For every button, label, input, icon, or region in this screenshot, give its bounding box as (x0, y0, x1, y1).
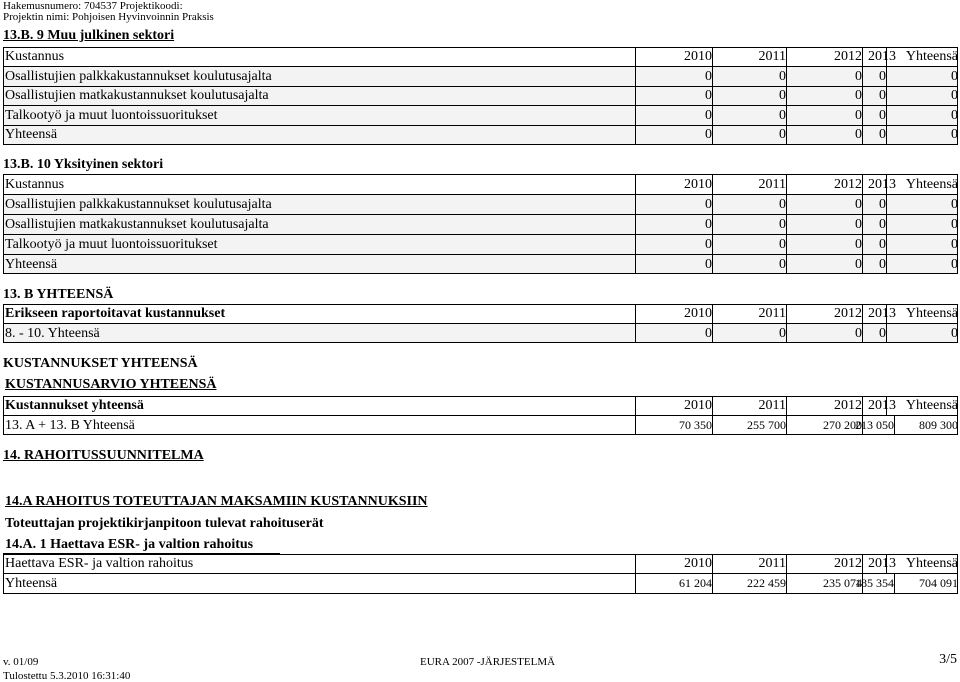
value-cell: 0 (779, 69, 786, 84)
value-cell: 0 (879, 88, 886, 103)
year-header: 2011 (758, 177, 786, 192)
total-header: Yhteensä (905, 49, 958, 64)
row-label: 8. - 10. Yhteensä (5, 326, 100, 341)
year-header: 2010 (684, 398, 712, 413)
column-label: Kustannukset yhteensä (5, 398, 144, 413)
total-header: Yhteensä (905, 398, 958, 413)
year-header: 2010 (684, 306, 712, 321)
year-header: 2013 (868, 177, 896, 192)
value-cell: 0 (779, 127, 786, 142)
row-label: Osallistujien matkakustannukset koulutusajalta (5, 88, 269, 103)
value-cell: 0 (779, 88, 786, 103)
section-title-esr-funding: 14.A. 1 Haettava ESR- ja valtion rahoitus (5, 537, 254, 552)
value-cell: 0 (779, 326, 786, 341)
value-cell: 70 350 (679, 418, 712, 432)
value-cell: 0 (855, 127, 862, 142)
header-application-number: Hakemusnumero: 704537 Projektikoodi: (3, 0, 183, 12)
year-header: 2011 (758, 556, 786, 571)
total-header: Yhteensä (905, 306, 958, 321)
value-cell: 0 (879, 197, 886, 212)
value-cell: 0 (705, 197, 712, 212)
year-header: 2013 (868, 49, 896, 64)
value-cell: 0 (705, 217, 712, 232)
year-header: 2013 (868, 556, 896, 571)
year-header: 2013 (868, 398, 896, 413)
year-header: 2012 (834, 398, 862, 413)
value-cell: 0 (705, 326, 712, 341)
value-cell: 0 (855, 237, 862, 252)
value-cell: 0 (879, 217, 886, 232)
value-cell: 0 (879, 326, 886, 341)
value-cell: 0 (705, 69, 712, 84)
value-cell: 0 (705, 127, 712, 142)
value-cell: 0 (951, 217, 958, 232)
value-cell: 222 459 (747, 576, 786, 590)
value-cell: 61 204 (679, 576, 712, 590)
value-cell: 0 (879, 108, 886, 123)
row-label: Yhteensä (5, 127, 58, 142)
value-cell: 0 (951, 127, 958, 142)
year-header: 2012 (834, 306, 862, 321)
year-header: 2012 (834, 177, 862, 192)
row-label: Osallistujien palkkakustannukset koulutusajalta (5, 69, 272, 84)
year-header: 2010 (684, 556, 712, 571)
value-cell: 0 (705, 108, 712, 123)
year-header: 2011 (758, 398, 786, 413)
value-cell: 185 354 (855, 576, 894, 590)
total-header: Yhteensä (905, 556, 958, 571)
value-cell: 0 (951, 88, 958, 103)
value-cell: 213 050 (855, 418, 894, 432)
value-cell: 235 074 (823, 576, 862, 590)
section-title-private-sector: 13.B. 10 Yksityinen sektori (3, 157, 164, 172)
section-title-cost-estimate: KUSTANNUSARVIO YHTEENSÄ (5, 377, 217, 392)
total-header: Yhteensä (905, 177, 958, 192)
value-cell: 0 (855, 108, 862, 123)
value-cell: 0 (951, 108, 958, 123)
row-label: 13. A + 13. B Yhteensä (5, 418, 135, 433)
year-header: 2012 (834, 49, 862, 64)
column-label: Erikseen raportoitavat kustannukset (5, 306, 226, 321)
footer-version: v. 01/09 (3, 656, 39, 668)
row-label: Osallistujien matkakustannukset koulutusajalta (5, 217, 269, 232)
section-subtitle-financing-items: Toteuttajan projektikirjanpitoon tulevat rahoituserät (5, 516, 324, 531)
column-label: Kustannus (5, 49, 65, 64)
row-label: Talkootyö ja muut luontoissuoritukset (5, 237, 218, 252)
year-header: 2011 (758, 49, 786, 64)
value-cell: 0 (855, 217, 862, 232)
column-label: Kustannus (5, 177, 65, 192)
value-cell: 0 (879, 69, 886, 84)
section-title-financing-plan: 14. RAHOITUSSUUNNITELMA (3, 448, 204, 463)
value-cell: 0 (951, 197, 958, 212)
value-cell: 0 (879, 127, 886, 142)
value-cell: 0 (951, 326, 958, 341)
value-cell: 0 (705, 237, 712, 252)
value-cell: 0 (855, 326, 862, 341)
value-cell: 0 (879, 237, 886, 252)
value-cell: 270 200 (823, 418, 862, 432)
value-cell: 0 (855, 257, 862, 272)
value-cell: 0 (951, 237, 958, 252)
section-title-costs-total: KUSTANNUKSET YHTEENSÄ (3, 356, 198, 371)
footer-print-timestamp: Tulostettu 5.3.2010 16:31:40 (3, 670, 131, 682)
row-label: Talkootyö ja muut luontoissuoritukset (5, 108, 218, 123)
footer-page-number: 3/5 (939, 652, 957, 667)
value-cell: 0 (855, 69, 862, 84)
row-label: Yhteensä (5, 257, 58, 272)
value-cell: 0 (779, 217, 786, 232)
value-cell: 0 (779, 257, 786, 272)
value-cell: 0 (705, 88, 712, 103)
value-cell: 0 (779, 108, 786, 123)
footer-system-name: EURA 2007 -JÄRJESTELMÄ (420, 656, 556, 668)
value-cell: 0 (705, 257, 712, 272)
value-cell: 0 (779, 237, 786, 252)
section-title-public-sector: 13.B. 9 Muu julkinen sektori (3, 28, 175, 43)
year-header: 2012 (834, 556, 862, 571)
value-cell: 0 (855, 88, 862, 103)
value-cell: 0 (779, 197, 786, 212)
value-cell: 704 091 (919, 576, 958, 590)
year-header: 2013 (868, 306, 896, 321)
year-header: 2010 (684, 49, 712, 64)
value-cell: 0 (951, 69, 958, 84)
column-label: Haettava ESR- ja valtion rahoitus (5, 556, 194, 571)
year-header: 2010 (684, 177, 712, 192)
value-cell: 809 300 (919, 418, 958, 432)
row-label: Yhteensä (5, 576, 58, 591)
value-cell: 0 (879, 257, 886, 272)
row-label: Osallistujien palkkakustannukset koulutusajalta (5, 197, 272, 212)
value-cell: 255 700 (747, 418, 786, 432)
value-cell: 0 (951, 257, 958, 272)
section-title-b-total: 13. B YHTEENSÄ (3, 287, 114, 302)
section-title-financing-a: 14.A RAHOITUS TOTEUTTAJAN MAKSAMIIN KUSTANNUKSIIN (5, 494, 428, 509)
header-project-name: Projektin nimi: Pohjoisen Hyvinvoinnin Praksis (3, 11, 214, 23)
value-cell: 0 (855, 197, 862, 212)
year-header: 2011 (758, 306, 786, 321)
